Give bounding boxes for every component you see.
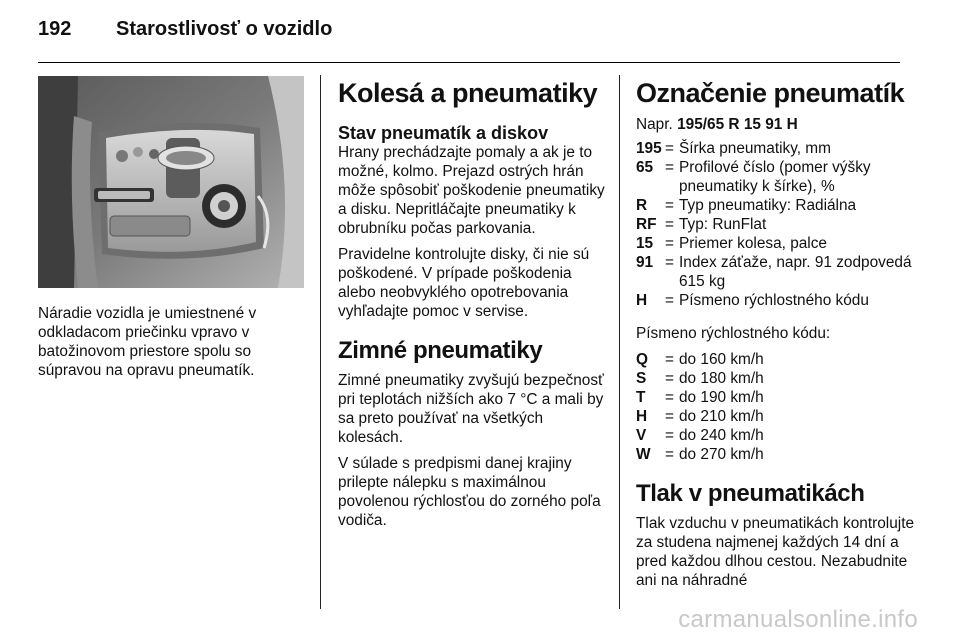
speed-limit: do 180 km/h (679, 370, 764, 387)
code-key: RF (636, 216, 657, 233)
section-heading: Kolesá a pneumatiky (338, 78, 598, 108)
header-rule (38, 62, 900, 63)
column-right (636, 76, 916, 597)
speed-row (636, 426, 916, 445)
speed-row (636, 369, 916, 388)
equals-sign: = (665, 159, 674, 176)
equals-sign: = (665, 446, 674, 463)
speed-key: W (636, 446, 651, 463)
equals-sign: = (665, 254, 674, 271)
code-meaning: Priemer kolesa, palce (679, 235, 827, 252)
paragraph: Pravidelne kontrolujte disky, či nie sú poškodené. V prípade poškodenia alebo neobvyklého opotrebovania vyhľadajte pomoc v servise. (338, 246, 590, 320)
example-code: 195/65 R 15 91 H (677, 116, 798, 133)
definition-row (636, 215, 916, 234)
speed-row (636, 350, 916, 369)
code-key: 65 (636, 159, 654, 176)
speed-row (636, 407, 916, 426)
equals-sign: = (665, 408, 674, 425)
tire-example (636, 115, 916, 134)
code-key: 195 (636, 140, 662, 157)
speed-key: T (636, 389, 646, 406)
code-key: 91 (636, 254, 654, 271)
column-divider-2 (619, 75, 620, 609)
equals-sign: = (665, 216, 674, 233)
paragraph: Zimné pneumatiky zvyšujú bezpečnosť pri teplotách nižších ako 7 °C a mali by sa preto používať na všetkých kolesách. (338, 372, 604, 446)
definition-row (636, 196, 916, 215)
section-heading-pressure: Tlak v pneumatikách (636, 480, 865, 507)
page-header (38, 18, 332, 48)
speed-key: Q (636, 351, 648, 368)
chapter-title: Starostlivosť o vozidlo (116, 18, 333, 40)
speed-key: S (636, 370, 647, 387)
speed-code-list (636, 350, 916, 464)
equals-sign: = (665, 197, 674, 214)
paragraph: Hrany prechádzajte pomaly a ak je to možné, kolmo. Prejazd ostrých hrán môže spôsobiť poškodenie pneumatiky a disku. Nepritláčajte pneumatiky k obrubníku počas parkovania. (338, 144, 605, 237)
subsection-heading: Stav pneumatík a diskov (338, 123, 549, 143)
definition-row (636, 234, 916, 253)
equals-sign: = (665, 140, 674, 157)
trunk-toolkit-photo (38, 76, 304, 288)
column-left (38, 76, 304, 380)
speed-row (636, 388, 916, 407)
speed-key: H (636, 408, 648, 425)
code-meaning: Šírka pneumatiky, mm (679, 140, 831, 157)
section-heading-marking: Označenie pneumatík (636, 78, 905, 108)
example-prefix: Napr. (636, 116, 673, 133)
watermark: carmanualsonline.info (678, 606, 918, 633)
speed-key: V (636, 427, 647, 444)
speed-limit: do 160 km/h (679, 351, 764, 368)
paragraph: V súlade s predpismi danej krajiny prilepte nálepku s maximálnou povolenou rýchlosťou do zorného poľa vodiča. (338, 455, 601, 529)
page-number: 192 (38, 18, 72, 40)
speed-limit: do 270 km/h (679, 446, 764, 463)
definition-row (636, 253, 916, 291)
code-key: R (636, 197, 648, 214)
paragraph: Tlak vzduchu v pneumatikách kontrolujte za studena najmenej každých 14 dní a pred každou dlhou cestou. Nezabudnite ani na náhradné (636, 515, 915, 589)
equals-sign: = (665, 370, 674, 387)
speed-code-intro: Písmeno rýchlostného kódu: (636, 325, 831, 342)
equals-sign: = (665, 235, 674, 252)
equals-sign: = (665, 427, 674, 444)
section-heading-winter: Zimné pneumatiky (338, 337, 543, 364)
equals-sign: = (665, 389, 674, 406)
code-meaning: Typ pneumatiky: Radiálna (679, 197, 857, 214)
code-meaning: Index záťaže, napr. 91 zodpovedá 615 kg (679, 254, 912, 290)
tire-code-definitions (636, 139, 916, 310)
definition-row (636, 139, 916, 158)
code-meaning: Profilové číslo (pomer výšky pneumatiky k šírke), % (679, 159, 871, 195)
column-middle (338, 76, 610, 537)
code-key: H (636, 292, 648, 309)
speed-limit: do 190 km/h (679, 389, 764, 406)
equals-sign: = (665, 351, 674, 368)
column-divider-1 (320, 75, 321, 609)
equals-sign: = (665, 292, 674, 309)
speed-row (636, 445, 916, 464)
speed-limit: do 240 km/h (679, 427, 764, 444)
code-key: 15 (636, 235, 654, 252)
code-meaning: Typ: RunFlat (679, 216, 767, 233)
spacer (636, 310, 916, 324)
speed-limit: do 210 km/h (679, 408, 764, 425)
code-meaning: Písmeno rýchlostného kódu (679, 292, 869, 309)
definition-row (636, 158, 916, 196)
definition-row (636, 291, 916, 310)
photo-caption: Náradie vozidla je umiestnené v odkladacom priečinku vpravo v batožinovom priestore spolu so súpravou na opravu pneumatík. (38, 305, 257, 379)
